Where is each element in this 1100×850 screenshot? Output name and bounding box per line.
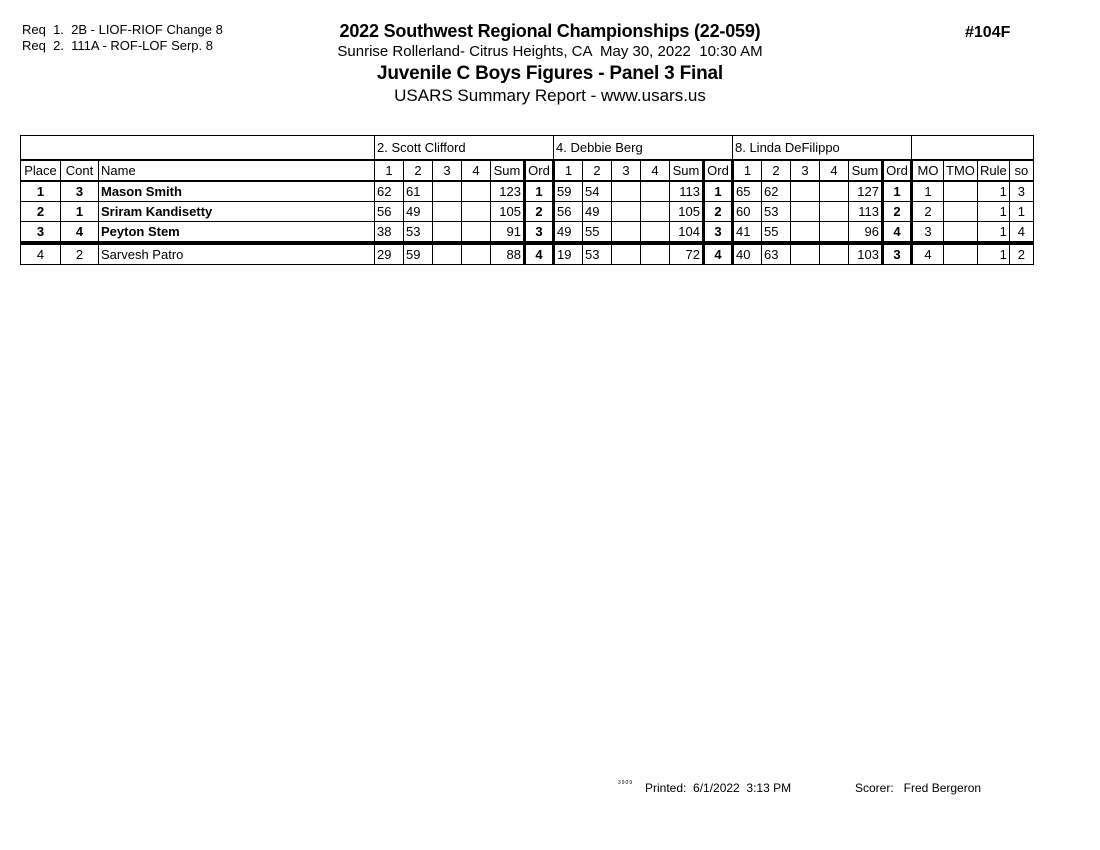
cell-score <box>462 243 491 265</box>
report-header <box>0 20 1100 107</box>
cell-score: 53 <box>583 243 612 265</box>
cell-tmo <box>944 222 978 244</box>
cell-score: 56 <box>554 202 583 222</box>
req-line-2: Req 2. 111A - ROF-LOF Serp. 8 <box>22 38 213 53</box>
cell-score: 55 <box>583 222 612 244</box>
cell-ord: 3 <box>525 222 554 244</box>
col-header-j2-ord: Ord <box>704 160 733 181</box>
cell-sum: 103 <box>849 243 883 265</box>
column-header-row <box>21 160 1034 181</box>
cell-score <box>612 222 641 244</box>
cell-cont: 3 <box>61 181 99 202</box>
cell-ord: 3 <box>704 222 733 244</box>
col-header-j1-3: 3 <box>433 160 462 181</box>
cell-score <box>791 243 820 265</box>
cell-score <box>612 202 641 222</box>
scorer-line: Scorer: Fred Bergeron <box>855 781 982 795</box>
cell-sum: 105 <box>670 202 704 222</box>
cell-sum: 96 <box>849 222 883 244</box>
col-header-j3-3: 3 <box>791 160 820 181</box>
event-number: #104F <box>965 24 1011 41</box>
cell-score: 63 <box>762 243 791 265</box>
cell-score <box>433 222 462 244</box>
col-header-cont: Cont <box>61 160 99 181</box>
cell-sum: 113 <box>849 202 883 222</box>
cell-rule: 1 <box>977 202 1009 222</box>
cell-name: Peyton Stem <box>99 222 375 244</box>
col-header-j2-sum: Sum <box>670 160 704 181</box>
col-header-j3-ord: Ord <box>883 160 912 181</box>
col-header-j2-4: 4 <box>641 160 670 181</box>
cell-name: Sriram Kandisetty <box>99 202 375 222</box>
req-line-1: Req 1. 2B - LIOF-RIOF Change 8 <box>22 22 223 37</box>
cell-place: 2 <box>21 202 61 222</box>
cell-score: 40 <box>733 243 762 265</box>
cell-so: 1 <box>1009 202 1033 222</box>
col-header-tmo: TMO <box>944 160 978 181</box>
cell-cont: 1 <box>61 202 99 222</box>
col-header-j3-sum: Sum <box>849 160 883 181</box>
cell-score: 53 <box>762 202 791 222</box>
cell-sum: 91 <box>491 222 525 244</box>
col-header-j1-ord: Ord <box>525 160 554 181</box>
cell-score: 49 <box>583 202 612 222</box>
col-header-j2-2: 2 <box>583 160 612 181</box>
printed-timestamp: Printed: 6/1/2022 3:13 PM <box>645 781 792 795</box>
cell-score: 61 <box>404 181 433 202</box>
cell-rule: 1 <box>977 181 1009 202</box>
cell-score <box>791 222 820 244</box>
cell-score <box>641 202 670 222</box>
cell-score: 53 <box>404 222 433 244</box>
event-title: Juvenile C Boys Figures - Panel 3 Final <box>377 63 723 84</box>
col-header-name: Name <box>99 160 375 181</box>
cell-rule: 1 <box>977 222 1009 244</box>
cell-tmo <box>944 181 978 202</box>
cell-ord: 4 <box>704 243 733 265</box>
cell-name: Mason Smith <box>99 181 375 202</box>
results-table <box>20 135 1034 265</box>
cell-score <box>820 181 849 202</box>
report-type-line: USARS Summary Report - www.usars.us <box>394 86 706 105</box>
cell-sum: 88 <box>491 243 525 265</box>
cell-score <box>820 222 849 244</box>
cell-score <box>462 181 491 202</box>
cell-place: 3 <box>21 222 61 244</box>
col-header-j1-2: 2 <box>404 160 433 181</box>
judge-header-row <box>21 136 1034 161</box>
cell-ord: 1 <box>525 181 554 202</box>
cell-score <box>433 243 462 265</box>
judge-header-spacer-right <box>912 136 1034 161</box>
cell-rule: 1 <box>977 243 1009 265</box>
cell-score: 49 <box>554 222 583 244</box>
cell-ord: 4 <box>883 222 912 244</box>
cell-score: 54 <box>583 181 612 202</box>
col-header-j1-sum: Sum <box>491 160 525 181</box>
cell-ord: 1 <box>883 181 912 202</box>
cell-score: 62 <box>375 181 404 202</box>
cell-name: Sarvesh Patro <box>99 243 375 265</box>
cell-ord: 1 <box>704 181 733 202</box>
judge-header-3: 8. Linda DeFilippo <box>733 136 912 161</box>
cell-score: 62 <box>762 181 791 202</box>
cell-mo: 1 <box>912 181 944 202</box>
cell-score <box>433 181 462 202</box>
col-header-mo: MO <box>912 160 944 181</box>
cell-score <box>791 202 820 222</box>
table-row <box>21 222 1034 244</box>
judge-header-1: 2. Scott Clifford <box>375 136 554 161</box>
col-header-j1-4: 4 <box>462 160 491 181</box>
cell-score: 38 <box>375 222 404 244</box>
cell-sum: 113 <box>670 181 704 202</box>
col-header-j1-1: 1 <box>375 160 404 181</box>
col-header-place: Place <box>21 160 61 181</box>
cell-score: 56 <box>375 202 404 222</box>
cell-score: 41 <box>733 222 762 244</box>
col-header-j3-2: 2 <box>762 160 791 181</box>
cell-score: 59 <box>404 243 433 265</box>
cell-mo: 2 <box>912 202 944 222</box>
cell-score: 59 <box>554 181 583 202</box>
cell-ord: 2 <box>883 202 912 222</box>
cell-so: 2 <box>1009 243 1033 265</box>
col-header-j2-1: 1 <box>554 160 583 181</box>
col-header-j3-4: 4 <box>820 160 849 181</box>
cell-sum: 72 <box>670 243 704 265</box>
cell-cont: 2 <box>61 243 99 265</box>
cell-score <box>612 181 641 202</box>
cell-score <box>462 222 491 244</box>
cell-score <box>433 202 462 222</box>
col-header-so: so <box>1009 160 1033 181</box>
col-header-j2-3: 3 <box>612 160 641 181</box>
col-header-j3-1: 1 <box>733 160 762 181</box>
cell-score <box>820 202 849 222</box>
judge-header-spacer-left <box>21 136 375 161</box>
cell-ord: 3 <box>883 243 912 265</box>
cell-sum: 104 <box>670 222 704 244</box>
cell-score: 49 <box>404 202 433 222</box>
table-row <box>21 243 1034 265</box>
cell-ord: 4 <box>525 243 554 265</box>
cell-so: 3 <box>1009 181 1033 202</box>
cell-score: 60 <box>733 202 762 222</box>
col-header-rule: Rule <box>977 160 1009 181</box>
cell-score <box>462 202 491 222</box>
cell-ord: 2 <box>704 202 733 222</box>
cell-score: 65 <box>733 181 762 202</box>
cell-place: 1 <box>21 181 61 202</box>
cell-score: 29 <box>375 243 404 265</box>
cell-cont: 4 <box>61 222 99 244</box>
cell-score: 55 <box>762 222 791 244</box>
cell-score <box>641 222 670 244</box>
venue-date-line: Sunrise Rollerland- Citrus Heights, CA May 30, 2022 10:30 AM <box>337 43 763 60</box>
cell-sum: 123 <box>491 181 525 202</box>
cell-so: 4 <box>1009 222 1033 244</box>
cell-score: 19 <box>554 243 583 265</box>
table-row <box>21 202 1034 222</box>
cell-score <box>641 243 670 265</box>
report-title: 2022 Southwest Regional Championships (22-059) <box>339 21 761 41</box>
cell-mo: 3 <box>912 222 944 244</box>
cell-place: 4 <box>21 243 61 265</box>
cell-mo: 4 <box>912 243 944 265</box>
cell-score <box>820 243 849 265</box>
table-row <box>21 181 1034 202</box>
cell-tmo <box>944 243 978 265</box>
version-stamp: 3909 <box>618 780 634 786</box>
cell-tmo <box>944 202 978 222</box>
cell-score <box>641 181 670 202</box>
cell-sum: 105 <box>491 202 525 222</box>
cell-score <box>612 243 641 265</box>
cell-score <box>791 181 820 202</box>
cell-ord: 2 <box>525 202 554 222</box>
judge-header-2: 4. Debbie Berg <box>554 136 733 161</box>
cell-sum: 127 <box>849 181 883 202</box>
